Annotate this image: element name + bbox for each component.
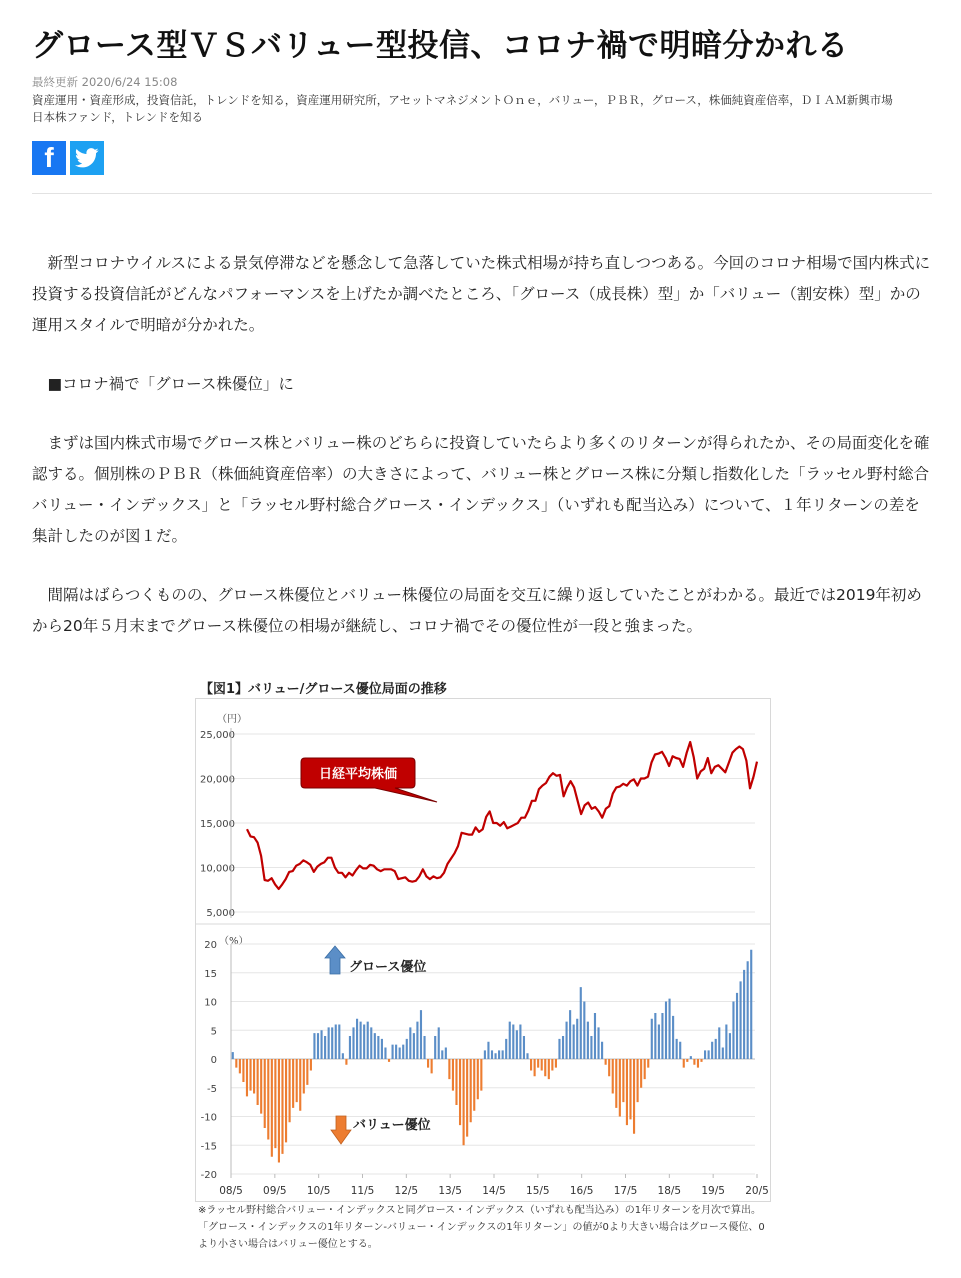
bar-y-tick-label: 0 (210, 1055, 217, 1066)
bar (388, 1059, 390, 1062)
bar (402, 1045, 404, 1059)
bar (597, 1027, 599, 1059)
bar (320, 1030, 322, 1059)
bar-x-tick-label: 08/5 (219, 1185, 243, 1197)
bar (594, 1013, 596, 1059)
bar-x-tick-label: 12/5 (394, 1185, 419, 1197)
bar-x-tick-label: 17/5 (613, 1185, 638, 1197)
bar (281, 1059, 283, 1154)
bar (541, 1059, 543, 1071)
bar (285, 1059, 287, 1142)
bar-x-tick-label: 19/5 (701, 1185, 725, 1197)
bar (274, 1059, 276, 1148)
bar (356, 1019, 358, 1059)
line-y-tick-label: 5,000 (206, 908, 235, 919)
paragraph-3: 間隔はばらつくものの、グロース株優位とバリュー株優位の局面を交互に繰り返していたことがわかる。最近では2019年初めから20年５月末までグロース株優位の相場が継続し、コロナ禍でその優位性が一段と強まった。 (32, 586, 922, 635)
bar (647, 1059, 649, 1068)
bar (317, 1033, 319, 1059)
bar (686, 1059, 688, 1062)
bar (487, 1042, 489, 1059)
bar (299, 1059, 301, 1111)
bar-y-tick-label: 15 (204, 968, 217, 980)
bar (704, 1050, 706, 1059)
bar (672, 1016, 674, 1059)
bar (722, 1048, 724, 1060)
line-unit-label: （円） (217, 714, 247, 725)
bar (590, 1036, 592, 1059)
bar (289, 1059, 291, 1122)
bar (313, 1033, 315, 1059)
bar (310, 1059, 312, 1071)
bar (264, 1059, 266, 1128)
bar (466, 1059, 468, 1137)
bar (352, 1027, 354, 1059)
bar (349, 1036, 351, 1059)
bar (651, 1019, 653, 1059)
article-body (32, 248, 932, 670)
bar (491, 1050, 493, 1059)
bar (718, 1027, 720, 1059)
bar (345, 1059, 347, 1065)
twitter-icon (75, 148, 99, 168)
bar (470, 1059, 472, 1122)
bar (473, 1059, 475, 1111)
bar (249, 1059, 251, 1091)
bar (715, 1039, 717, 1059)
bar (658, 1025, 660, 1060)
bar (683, 1059, 685, 1068)
bar (700, 1059, 702, 1062)
bar (725, 1025, 727, 1060)
bar (338, 1025, 340, 1060)
bar (640, 1059, 642, 1088)
bar-x-tick-label: 16/5 (569, 1185, 594, 1197)
bar (626, 1059, 628, 1125)
bar (548, 1059, 550, 1079)
bar (750, 950, 752, 1059)
bar (668, 999, 670, 1059)
bar-y-tick-label: 5 (210, 1026, 217, 1038)
value-annotation: バリュー優位 (353, 1118, 431, 1133)
bar-x-tick-label: 18/5 (657, 1185, 682, 1197)
bar (619, 1059, 621, 1117)
tag-line-1[interactable]: 資産運用・資産形成，投資信託，トレンドを知る，資産運用研究所，アセットマネジメントＯｎｅ，バリュー，ＰＢＲ，グロース，株価純資産倍率，ＤＩＡＭ新興市場 (32, 93, 893, 107)
bar (409, 1027, 411, 1059)
paragraph-2: まずは国内株式市場でグロース株とバリュー株のどちらに投資していたらより多くのリターンが得られたか、その局面変化を確認する。個別株のＰＢＲ（株価純資産倍率）の大きさによって、バリュー株とグロース株に分類し指数化した「ラッセル野村総合バリュー・インデックス」と「ラッセル野村総合グロース・インデックス」（いずれも配当込み）について、１年リターンの差を集計したのが図１だ。 (32, 434, 930, 545)
figure-title: 【図1】バリュー/グロース優位局面の推移 (200, 682, 447, 697)
bar (452, 1059, 454, 1091)
bar-y-tick-label: -20 (200, 1170, 217, 1181)
bar (740, 981, 742, 1059)
bar (676, 1039, 678, 1059)
bar (576, 1019, 578, 1059)
bar (711, 1042, 713, 1059)
bar (601, 1042, 603, 1059)
bar (292, 1059, 294, 1108)
nikkei-series-label: 日経平均株価 (318, 767, 398, 782)
bar (569, 1010, 571, 1059)
bar (519, 1025, 521, 1060)
bar-x-tick-label: 14/5 (482, 1185, 506, 1197)
bar (413, 1033, 415, 1059)
bar (271, 1059, 273, 1157)
bar (232, 1052, 234, 1059)
bar (523, 1036, 525, 1059)
bar (743, 970, 745, 1059)
bar (665, 1002, 667, 1060)
bar (558, 1039, 560, 1059)
bar (732, 1002, 734, 1060)
bar-x-tick-label: 20/5 (745, 1185, 769, 1197)
bar (434, 1036, 436, 1059)
bar (498, 1050, 500, 1059)
bar (384, 1048, 386, 1060)
bar (605, 1059, 607, 1065)
bar (399, 1048, 401, 1060)
growth-up-arrow (325, 946, 345, 974)
bar (608, 1059, 610, 1076)
bar (587, 1022, 589, 1059)
line-y-tick-label: 20,000 (200, 774, 235, 786)
bar (381, 1039, 383, 1059)
bar (747, 961, 749, 1059)
bar (644, 1059, 646, 1079)
bar (370, 1027, 372, 1059)
bar (441, 1050, 443, 1059)
divider (32, 193, 932, 194)
tag-line-2[interactable]: 日本株ファンド，トレンドを知る (32, 110, 203, 124)
bar (633, 1059, 635, 1134)
bar (480, 1059, 482, 1091)
bar (654, 1013, 656, 1059)
bar (363, 1025, 365, 1060)
bar (278, 1059, 280, 1163)
bar-y-tick-label: 10 (204, 997, 217, 1009)
figure-note: ※ラッセル野村総合バリュー・インデックスと同グロース・インデックス（いずれも配当込み）の1年リターンを月次で算出。「グロース・インデックスの1年リターン-バリュー・インデックスの1年リターン」の値が0より大きい場合はグロース優位、0より小さい場合はバリュー優位とする。 (198, 1205, 765, 1250)
figure-chart (195, 698, 770, 1201)
bar-unit-label: （%） (219, 936, 249, 947)
bar-x-tick-label: 13/5 (438, 1185, 462, 1197)
bar (502, 1050, 504, 1059)
bar (420, 1010, 422, 1059)
bar (516, 1030, 518, 1059)
bar (583, 1002, 585, 1060)
bar (306, 1059, 308, 1085)
bar (530, 1059, 532, 1071)
facebook-share-button[interactable] (32, 141, 66, 175)
bar (455, 1059, 457, 1105)
share-buttons (32, 141, 104, 175)
bar (526, 1053, 528, 1059)
bar (328, 1027, 330, 1059)
bar (367, 1022, 369, 1059)
bar (534, 1059, 536, 1076)
bar (331, 1027, 333, 1059)
bar (267, 1059, 269, 1140)
last-updated: 最終更新 2020/6/24 15:08 (32, 75, 178, 89)
bar (392, 1045, 394, 1059)
bar (374, 1033, 376, 1059)
bar (427, 1059, 429, 1068)
value-down-arrow (331, 1116, 351, 1144)
bar (537, 1059, 539, 1068)
bar (509, 1022, 511, 1059)
bar (423, 1036, 425, 1059)
section-heading: ■コロナ禍で「グロース株優位」に (47, 375, 294, 393)
bar (431, 1059, 433, 1073)
bar (448, 1059, 450, 1079)
bar (463, 1059, 465, 1145)
bar (494, 1053, 496, 1059)
line-y-tick-label: 15,000 (200, 819, 235, 830)
bar (242, 1059, 244, 1082)
bar (477, 1059, 479, 1099)
bar (246, 1059, 248, 1096)
bar (235, 1059, 237, 1068)
bar-x-tick-label: 11/5 (350, 1185, 375, 1197)
bar (697, 1059, 699, 1068)
bar (573, 1025, 575, 1060)
bar (679, 1042, 681, 1059)
bar (303, 1059, 305, 1094)
bar (622, 1059, 624, 1102)
line-y-tick-label: 10,000 (200, 863, 235, 875)
twitter-share-button[interactable] (70, 141, 104, 175)
bar (253, 1059, 255, 1094)
bar (296, 1059, 298, 1102)
bar (260, 1059, 262, 1114)
bar (445, 1048, 447, 1060)
tag-list (32, 92, 932, 126)
bar (566, 1022, 568, 1059)
bar (637, 1059, 639, 1102)
bar (377, 1036, 379, 1059)
bar (615, 1059, 617, 1108)
bar (342, 1053, 344, 1059)
growth-annotation: グロース優位 (349, 960, 427, 975)
bar-x-tick-label: 15/5 (526, 1185, 550, 1197)
article-title: グロース型ＶＳバリュー型投信、コロナ禍で明暗分かれる (32, 28, 849, 64)
bar-y-tick-label: -10 (200, 1112, 217, 1124)
facebook-icon: f (44, 142, 54, 173)
bar (612, 1059, 614, 1094)
bar (505, 1039, 507, 1059)
bar-y-tick-label: -5 (207, 1083, 217, 1095)
bar (562, 1036, 564, 1059)
bar-y-tick-label: 20 (204, 940, 217, 951)
bar (395, 1045, 397, 1059)
bar (551, 1059, 553, 1071)
bar (729, 1033, 731, 1059)
bar (324, 1036, 326, 1059)
bar (360, 1022, 362, 1059)
bar (335, 1025, 337, 1060)
line-y-tick-label: 25,000 (200, 730, 235, 741)
bar (416, 1022, 418, 1059)
bar-x-tick-label: 09/5 (263, 1185, 287, 1197)
bar (406, 1039, 408, 1059)
bar (512, 1025, 514, 1060)
bar (580, 987, 582, 1059)
bar (708, 1050, 710, 1059)
bar (629, 1059, 631, 1119)
bar (438, 1027, 440, 1059)
bar (544, 1059, 546, 1076)
bar (239, 1059, 241, 1073)
bar (690, 1056, 692, 1059)
bar-y-tick-label: -15 (200, 1141, 217, 1153)
paragraph-1: 新型コロナウイルスによる景気停滞などを懸念して急落していた株式相場が持ち直しつつある。今回のコロナ相場で国内株式に投資する投資信託がどんなパフォーマンスを上げたか調べたところ、「グロース（成長株）型」か「バリュー（割安株）型」かの運用スタイルで明暗が分かれた。 (32, 254, 931, 334)
bar (736, 993, 738, 1059)
bar (661, 1013, 663, 1059)
bar (459, 1059, 461, 1125)
bar (693, 1059, 695, 1065)
bar (555, 1059, 557, 1068)
bar (257, 1059, 259, 1105)
bar (484, 1050, 486, 1059)
bar-x-tick-label: 10/5 (306, 1185, 331, 1197)
